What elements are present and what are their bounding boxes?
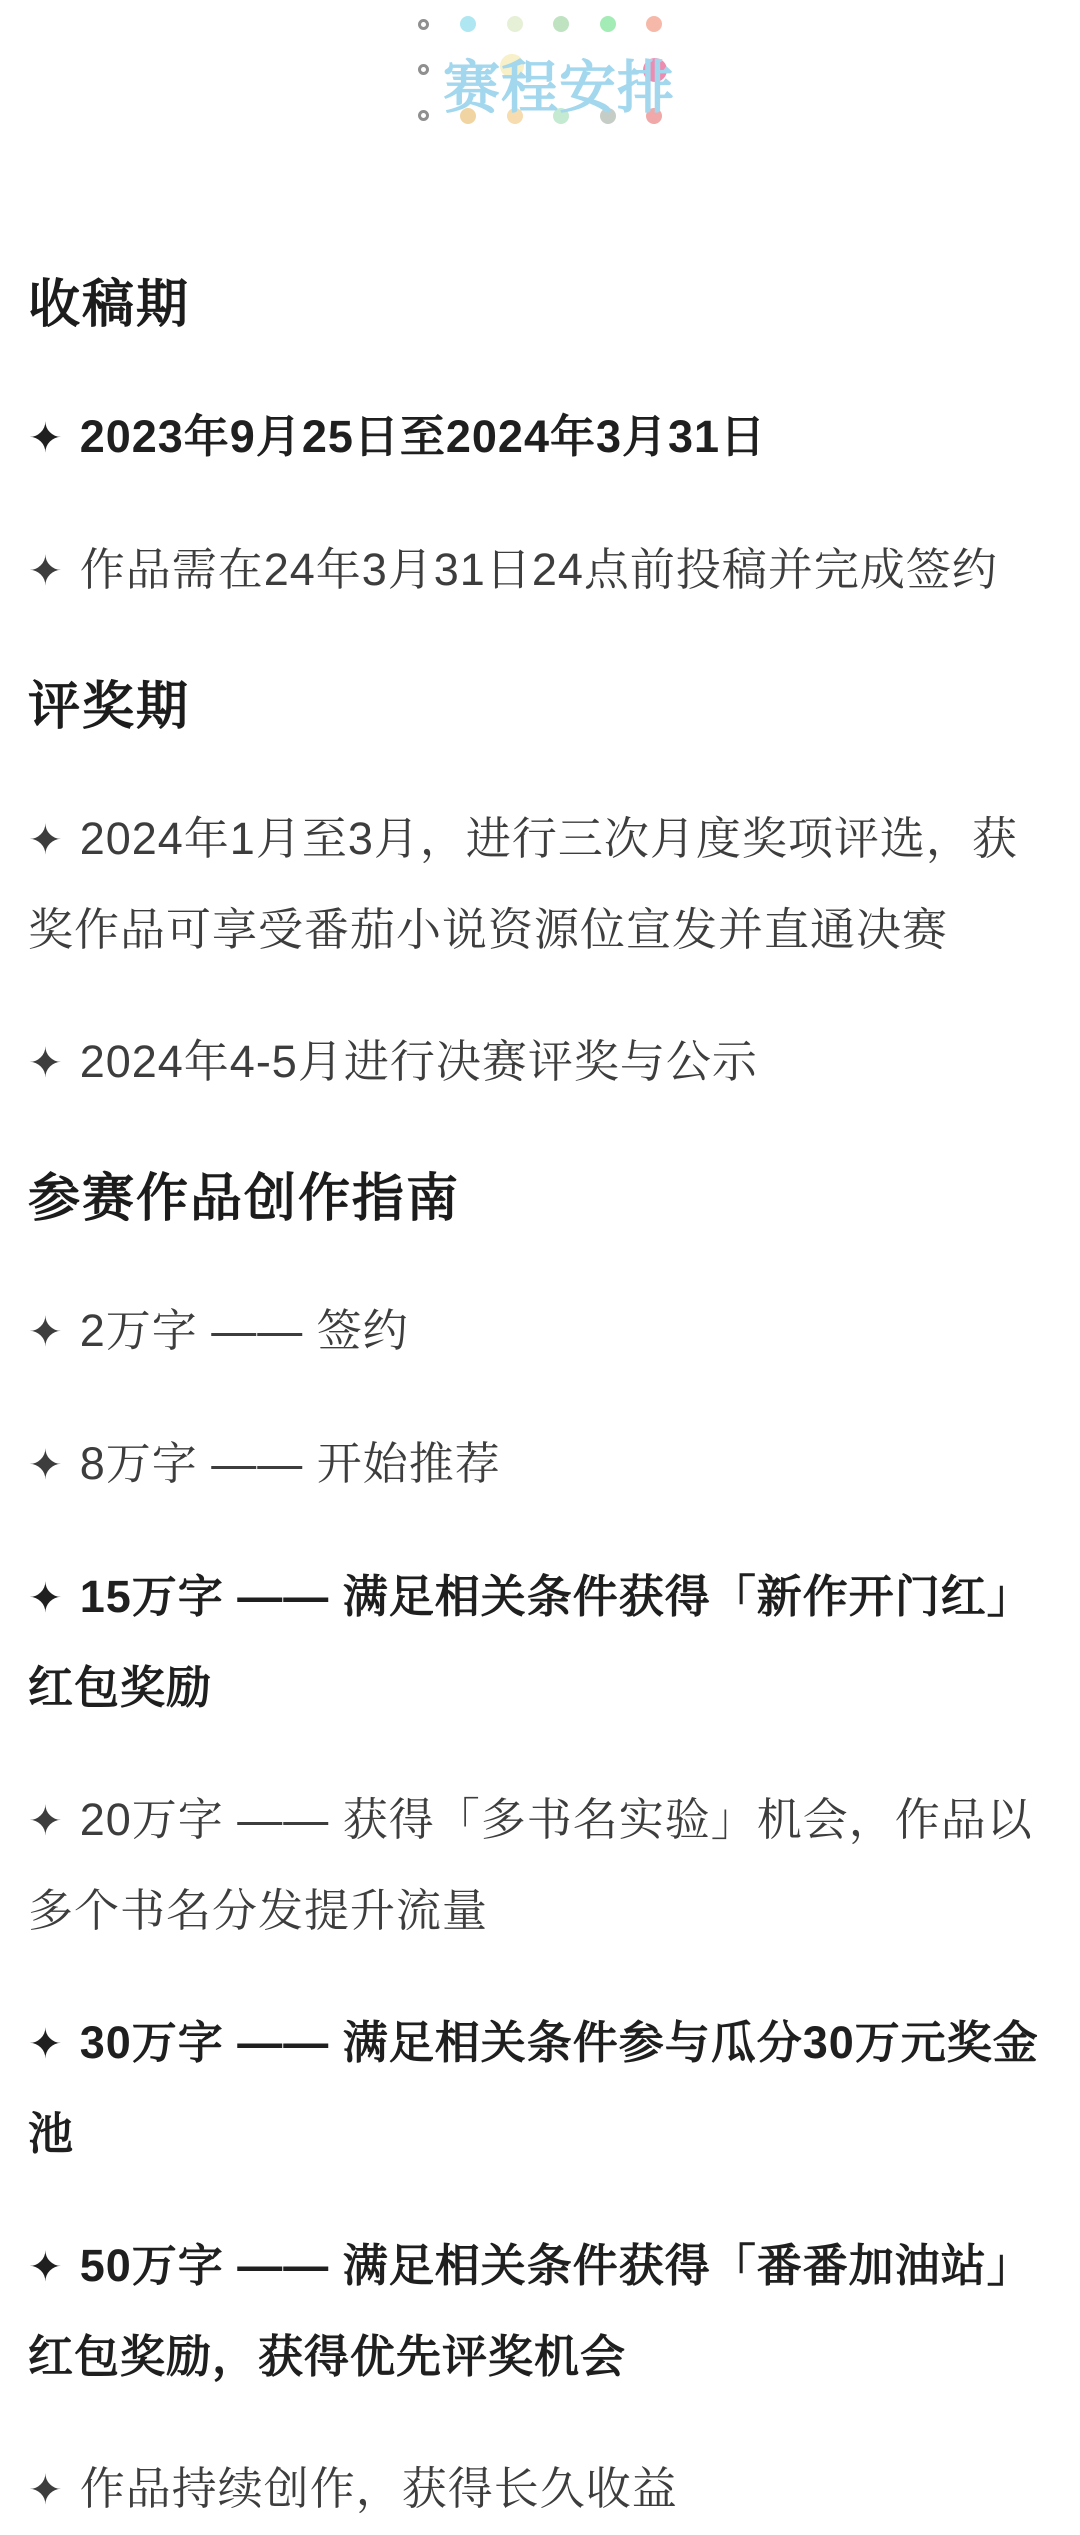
star-bullet-icon: ✦ [28,2467,64,2513]
list-item-text: 20万字 —— 获得「多书名实验」机会，作品以多个书名分发提升流量 [28,1794,1033,1936]
star-bullet-icon: ✦ [28,1798,64,1844]
list-item [28,2221,1050,2402]
list-item [28,1286,1050,1377]
decor-dot [600,16,616,32]
header-graphic [415,16,677,158]
section-heading-submission-period: 收稿期 [28,276,191,334]
list-item-text: 2024年4-5月进行决赛评奖与公示 [79,1036,758,1087]
ring-icon [418,19,429,30]
star-bullet-icon: ✦ [28,415,64,461]
list-item-text: 2万字 —— 签约 [79,1305,409,1356]
star-bullet-icon: ✦ [28,548,64,594]
list-item [28,1419,1050,1510]
decor-dot [460,16,476,32]
decor-dot [553,16,569,32]
list-item-text: 15万字 —— 满足相关条件获得「新作开门红」红包奖励 [28,1571,1033,1713]
list-item-text: 30万字 —— 满足相关条件参与瓜分30万元奖金池 [28,2017,1039,2159]
list-item [28,1017,1050,1108]
decor-dot [646,16,662,32]
ring-icon [418,110,429,121]
list-item [28,1552,1050,1733]
list-item-text: 2023年9月25日至2024年3月31日 [79,411,767,462]
article-page [0,16,1080,2514]
section-heading-judging-period: 评奖期 [28,678,191,736]
list-item [28,1775,1050,1956]
star-bullet-icon: ✦ [28,1442,64,1488]
list-item [28,794,1050,975]
star-bullet-icon: ✦ [28,1040,64,1086]
list-item-text: 2024年1月至3月，进行三次月度奖项评选，获奖作品可享受番茄小说资源位宣发并直通决赛 [28,813,1018,955]
star-bullet-icon: ✦ [28,1309,64,1355]
list-item-text: 8万字 —— 开始推荐 [79,1438,501,1489]
header-title: 赛程安排 [443,56,675,120]
star-bullet-icon: ✦ [28,2021,64,2067]
star-bullet-icon: ✦ [28,1575,64,1621]
list-item [28,2444,1050,2535]
list-item-text: 作品需在24年3月31日24点前投稿并完成签约 [79,544,998,595]
list-item-text: 作品持续创作，获得长久收益 [79,2463,678,2514]
star-bullet-icon: ✦ [28,2244,64,2290]
list-item [28,1998,1050,2179]
article-content [0,270,1080,2535]
section-heading-creation-guide: 参赛作品创作指南 [28,1170,461,1228]
list-item-text: 50万字 —— 满足相关条件获得「番番加油站」红包奖励，获得优先评奖机会 [28,2240,1033,2382]
list-item [28,525,1050,616]
ring-icon [418,64,429,75]
star-bullet-icon: ✦ [28,817,64,863]
list-item [28,392,1050,483]
decor-dot [507,16,523,32]
